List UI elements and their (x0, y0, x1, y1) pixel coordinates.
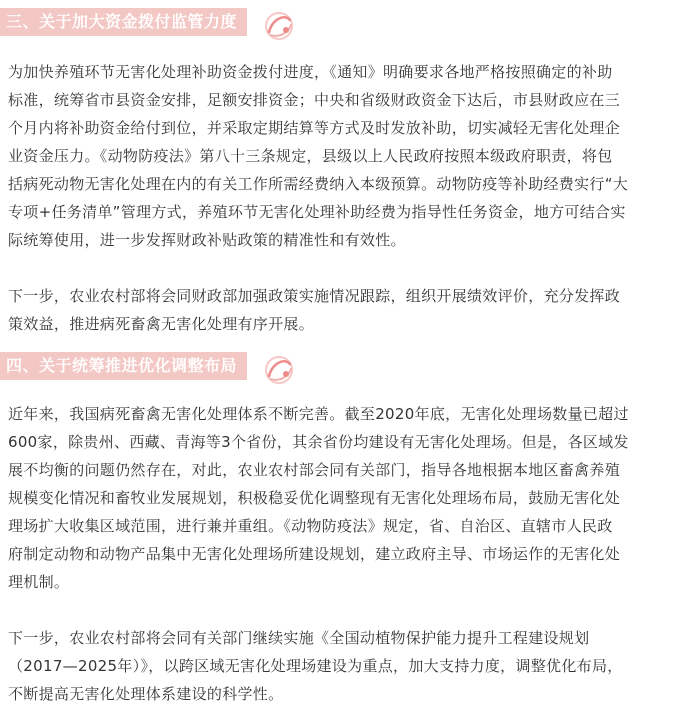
paragraph: 为加快养殖环节无害化处理补助资金拨付进度，《通知》明确要求各地严格按照确定的补助 标准，统筹省市县资金安排，足额安排资金；中央和省级财政资金下达后，市县财政应在三 个月内将补助资金给付到位，并采取定期结算等方式及时发放补助，切实减轻无害化处理企 业资金压力。《动物防疫法》第八十三条规定，县级以上人民政府按照本级政府职责，将包 括病死动物无害化处理在内的有关工作所需经费纳入本级预算。动物防疫等补助经费实行“大 专项+任务清单”管理方式，养殖环节无害化处理补助经费为指导性任务资金，地方可结合实 际统筹使用，进一步发挥财政补贴政策的精准性和有效性。 (8, 63, 629, 249)
decorative-swirl-icon (261, 8, 297, 44)
decorative-swirl-icon (261, 352, 297, 388)
section-heading: 四、关于统筹推进优化调整布局 (0, 352, 247, 380)
paragraph: 近年来，我国病死畜禽无害化处理体系不断完善。截至2020年底，无害化处理场数量已超过 600家，除贵州、西藏、青海等3个省份，其余省份均建设有无害化处理场。但是，各区域发 展不均衡的问题仍然存在，对此，农业农村部会同有关部门，指导各地根据本地区畜禽养殖 规模变化情况和畜牧业发展规划，积极稳妥优化调整现有无害化处理场布局，鼓励无害化处 理场扩大收集区域范围，进行兼并重组。《动物防疫法》规定，省、自治区、直辖市人民政 府制定动物和动物产品集中无害化处理场所建设规划，建立政府主导、市场运作的无害化处 理机制。 (8, 405, 629, 591)
paragraph: 下一步，农业农村部将会同有关部门继续实施《全国动植物保护能力提升工程建设规划 （2017—2025年）》，以跨区域无害化处理场建设为重点，加大支持力度，调整优化布局， 不断提高无害化处理体系建设的科学性。 (8, 629, 623, 703)
section-heading: 三、关于加大资金拨付监管力度 (0, 8, 247, 36)
section-header-4 (0, 352, 297, 380)
section-header-3 (0, 8, 297, 36)
paragraph: 下一步，农业农村部将会同财政部加强政策实施情况跟踪，组织开展绩效评价，充分发挥政 策效益，推进病死畜禽无害化处理有序开展。 (8, 287, 621, 333)
